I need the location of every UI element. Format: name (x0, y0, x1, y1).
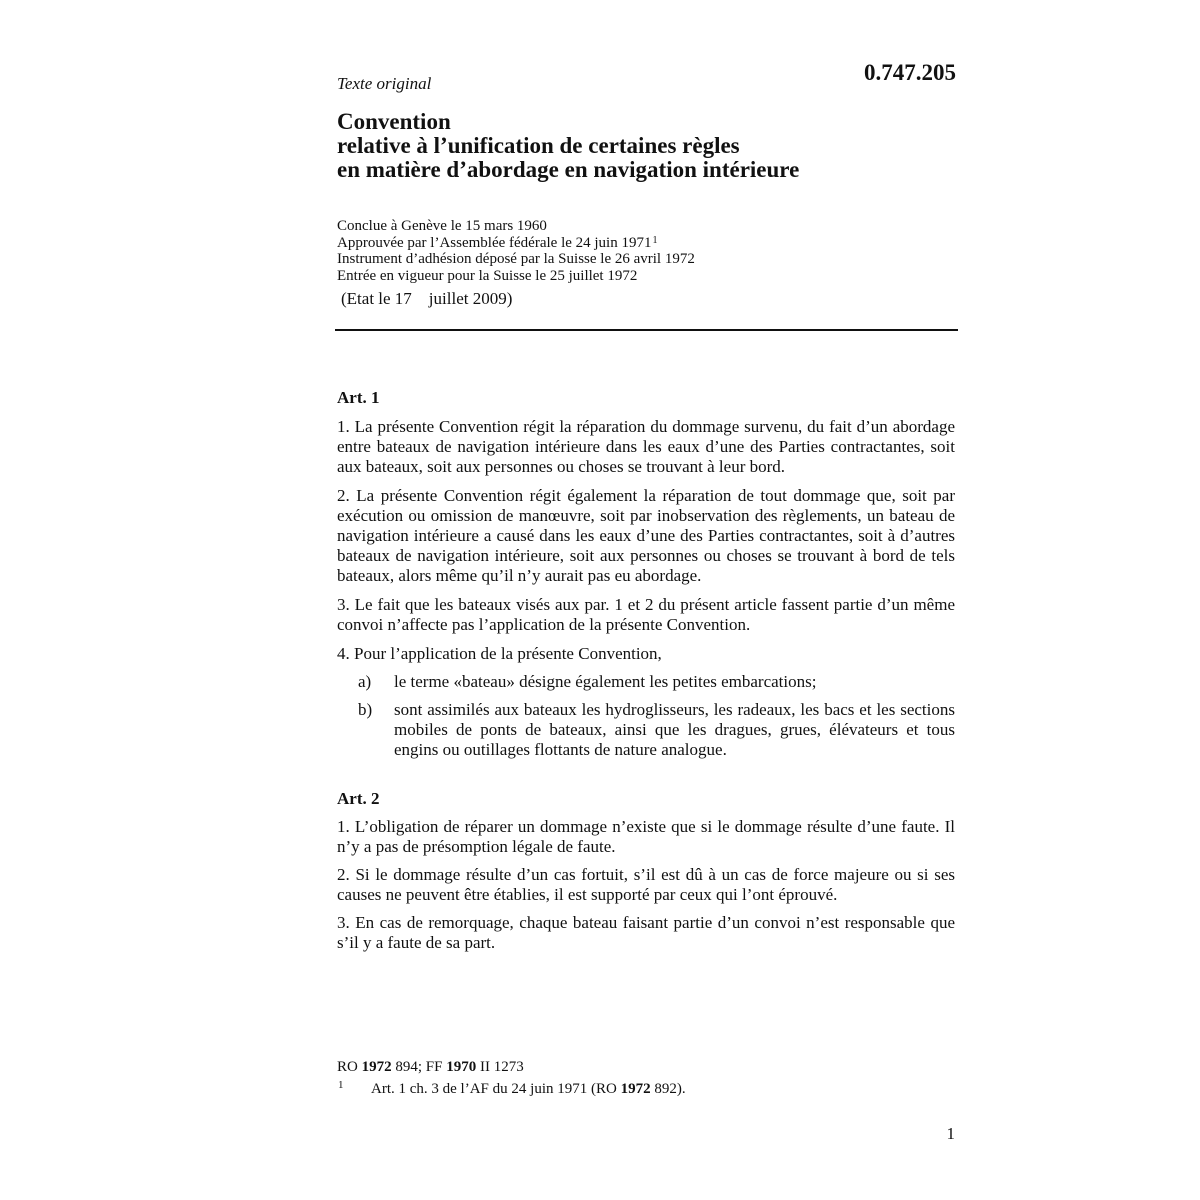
list-item-letter-b: b) (358, 700, 373, 719)
footnote-1-number: 1 (338, 1079, 344, 1091)
page-number: 1 (946, 1124, 955, 1143)
approval-date: Approuvée par l’Assemblée fédérale le 24 juin 1971 (337, 234, 652, 251)
concluded-date: Conclue à Genève le 15 mars 1960 (337, 218, 547, 234)
list-item-letter-a: a) (358, 672, 372, 691)
article-1-paragraph-2: 2. La présente Convention régit également la réparation de tout dommage que, soit par exécution ou omission de manœuvre, soit par inobservation des règlements, un bateau de navigation intérieure a causé dans les eaux d’une des Parties contractantes, soit à d’autres bateaux de navigation intérieure, soit aux personnes ou choses se trouvant à bord de tels bateaux, alors même qu’il n’y aurait pas eu abordage. (337, 486, 955, 585)
article-1-paragraph-4: 4. Pour l’application de la présente Convention, (337, 644, 662, 663)
document-metadata (337, 218, 957, 284)
footnote-ref-1[interactable]: 1 (652, 234, 658, 246)
source-reference: RO 1972 894; FF 1970 II 1273 (337, 1059, 524, 1075)
document-title (337, 110, 957, 182)
title-line-3: en matière d’abordage en navigation intérieure (337, 157, 800, 182)
approval-line (337, 235, 957, 252)
article-1-paragraph-1: 1. La présente Convention régit la réparation du dommage survenu, du fait d’un abordage entre bateaux de navigation intérieure dans les eaux d’une des Parties contractantes, soit aux bateaux, soit aux personnes ou choses se trouvant à leur bord. (337, 417, 955, 476)
article-1-paragraph-3: 3. Le fait que les bateaux visés aux par. 1 et 2 du présent article fassent partie d’un même convoi n’affecte pas l’application de la présente Convention. (337, 595, 955, 634)
footnote-1-text: Art. 1 ch. 3 de l’AF du 24 juin 1971 (RO 1972 892). (371, 1081, 686, 1097)
article-2-paragraph-1: 1. L’obligation de réparer un dommage n’existe que si le dommage résulte d’une faute. Il n’y a pas de présomption légale de faute. (337, 817, 955, 856)
original-text-label: Texte original (337, 74, 432, 93)
article-1-heading: Art. 1 (337, 388, 380, 407)
article-2-paragraph-2: 2. Si le dommage résulte d’un cas fortuit, s’il est dû à un cas de force majeure ou si ses causes ne peuvent être établies, il est supporté par ceux qui l’ont éprouvé. (337, 865, 955, 904)
article-2-heading: Art. 2 (337, 789, 380, 808)
list-item-text-b: sont assimilés aux bateaux les hydroglisseurs, les radeaux, les bacs et les sections mobiles de ponts de bateaux, ainsi que les dragues, grues, élévateurs et tous engins ou outillages flottants de nature analogue. (394, 700, 955, 759)
title-line-1: Convention (337, 109, 451, 134)
list-item-text-a: le terme «bateau» désigne également les petites embarcations; (394, 672, 817, 691)
instrument-date: Instrument d’adhésion déposé par la Suisse le 26 avril 1972 (337, 251, 695, 268)
status-date: (Etat le 17 juillet 2009) (341, 289, 513, 308)
entry-into-force-date: Entrée en vigueur pour la Suisse le 25 juillet 1972 (337, 267, 638, 284)
sr-number: 0.747.205 (864, 60, 956, 85)
title-line-2: relative à l’unification de certaines règles (337, 133, 740, 158)
article-2-paragraph-3: 3. En cas de remorquage, chaque bateau faisant partie d’un convoi n’est responsable que s’il y a faute de sa part. (337, 913, 955, 952)
header-divider (335, 329, 958, 331)
